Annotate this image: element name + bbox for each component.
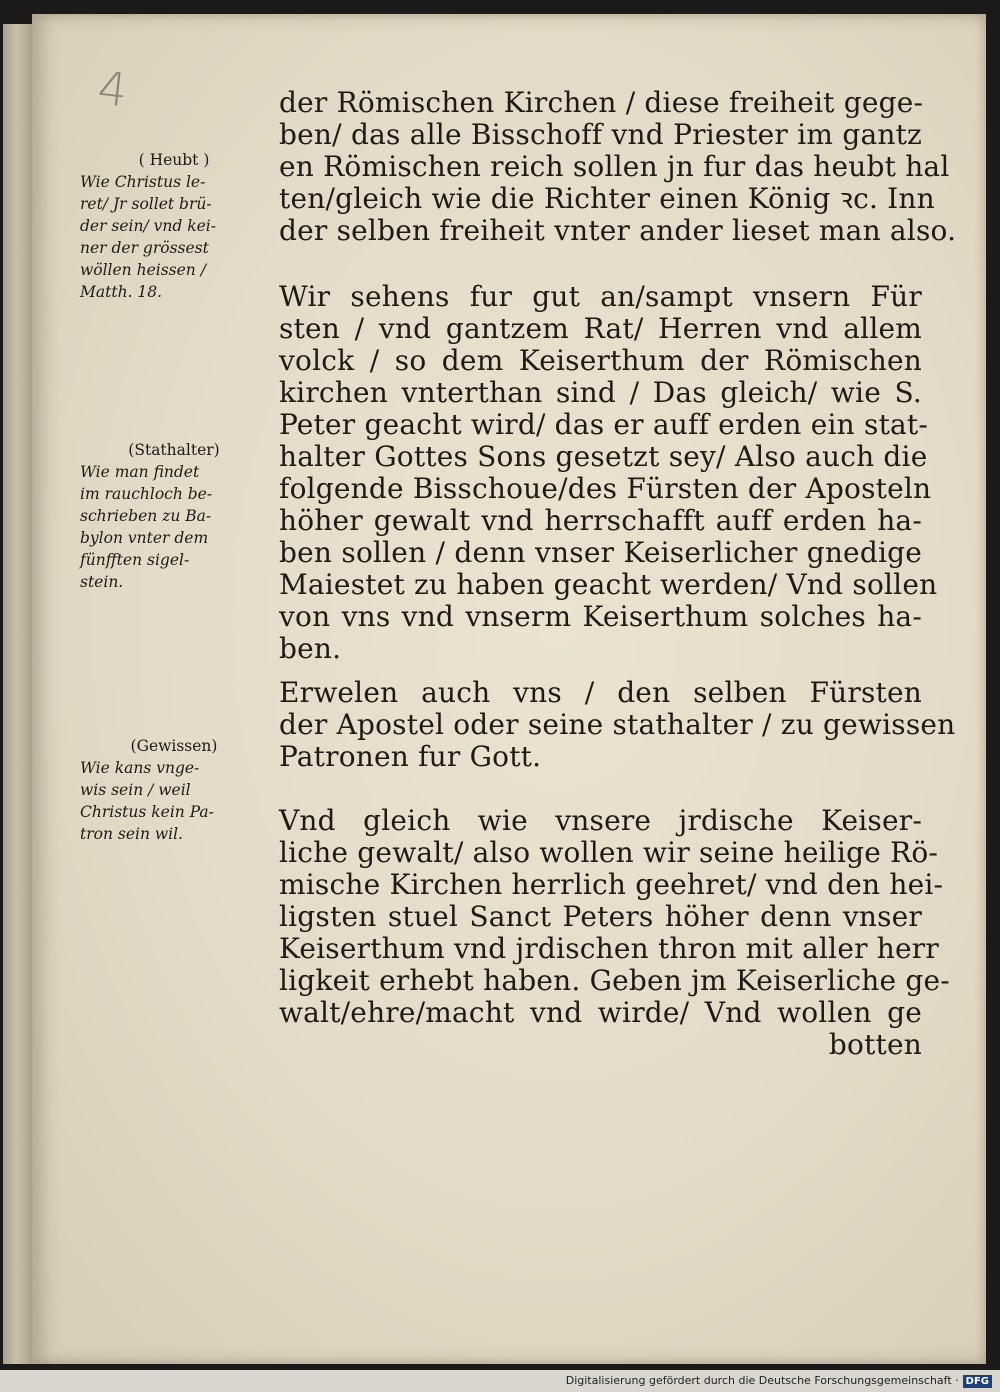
footer-credit (566, 1374, 992, 1388)
gloss-line: schrieben zu Ba- (80, 507, 212, 525)
text-line: von vns vnd vnserm Keiserthum solches ha- (279, 600, 922, 633)
gloss-line: fünfften sigel- (80, 551, 190, 569)
gloss-line: im rauchloch be- (80, 485, 213, 503)
folio-number: 4 (95, 60, 131, 118)
text-line: Erwelen auch vns / den selben Fürsten (279, 676, 922, 709)
footer-text: Digitalisierung gefördert durch die Deutsche Forschungsgemeinschaft · (565, 1374, 959, 1387)
gloss-line: Wie Christus le- (80, 173, 206, 191)
text-line: ben/ das alle Bisschoff vnd Priester im gantz (279, 118, 922, 151)
gloss-line: ret/ Jr sollet brü- (80, 195, 212, 213)
gloss-line: wis sein / weil (80, 781, 191, 799)
text-line: volck / so dem Keiserthum der Römischen (279, 344, 922, 377)
text-line: botten (828, 1028, 922, 1061)
gloss-line: Wie kans vnge- (80, 759, 200, 777)
text-line: ten/gleich wie die Richter einen König ꝛc. Inn (279, 182, 935, 215)
text-line: halter Gottes Sons gesetzt sey/ Also auch die (279, 440, 928, 473)
gloss-line: wöllen heissen / (80, 261, 206, 279)
text-line: Vnd gleich wie vnsere jrdische Keiser- (279, 804, 922, 837)
text-line: Patronen fur Gott. (279, 740, 542, 773)
gloss-line: tron sein wil. (80, 825, 183, 843)
gloss-line: Christus kein Pa- (80, 803, 214, 821)
text-line: der Römischen Kirchen / diese freiheit gege- (279, 86, 924, 119)
gloss-line: bylon vnter dem (80, 529, 209, 547)
text-line: en Römischen reich sollen jn fur das heubt hal (279, 150, 950, 183)
text-line: Maiestet zu haben geacht werden/ Vnd sollen (279, 568, 938, 601)
dfg-logo: DFG (963, 1375, 992, 1388)
text-line: folgende Bisschoue/des Fürsten der Aposteln (279, 472, 932, 505)
text-line: ligkeit erhebt haben. Geben jm Keiserliche ge- (279, 964, 950, 997)
gloss-line: stein. (80, 573, 124, 591)
gloss-line: Matth. 18. (80, 283, 163, 301)
gloss-line: der sein/ vnd kei- (80, 217, 216, 235)
text-line: Peter geacht wird/ das er auff erden ein stat- (279, 408, 929, 441)
text-line: kirchen vnterthan sind / Das gleich/ wie S. (279, 376, 922, 409)
text-line: höher gewalt vnd herrschafft auff erden ha- (279, 504, 922, 537)
gloss-heading: ( Heubt ) (138, 151, 210, 169)
gloss-line: ner der grössest (80, 239, 209, 257)
text-line: liche gewalt/ also wollen wir seine heilige Rö- (279, 836, 939, 869)
text-line: Keiserthum vnd jrdischen thron mit aller herr (279, 932, 939, 965)
text-line: der selben freiheit vnter ander lieset man also. (279, 214, 957, 247)
text-line: Wir sehens fur gut an/sampt vnsern Für (279, 280, 922, 313)
text-line: der Apostel oder seine stathalter / zu gewissen (279, 708, 956, 741)
gloss-line: Wie man findet (80, 463, 200, 481)
text-line: ben. (279, 632, 342, 665)
text-line: walt/ehre/macht vnd wirde/ Vnd wollen ge (279, 996, 922, 1029)
text-line: ligsten stuel Sanct Peters höher denn vnser (279, 900, 922, 933)
text-line: sten / vnd gantzem Rat/ Herren vnd allem (279, 312, 922, 345)
text-line: mische Kirchen herrlich geehret/ vnd den hei- (279, 868, 944, 901)
text-line: ben sollen / denn vnser Keiserlicher gnedige (279, 536, 922, 569)
gloss-heading: (Stathalter) (128, 441, 220, 459)
gloss-heading: (Gewissen) (130, 737, 218, 755)
